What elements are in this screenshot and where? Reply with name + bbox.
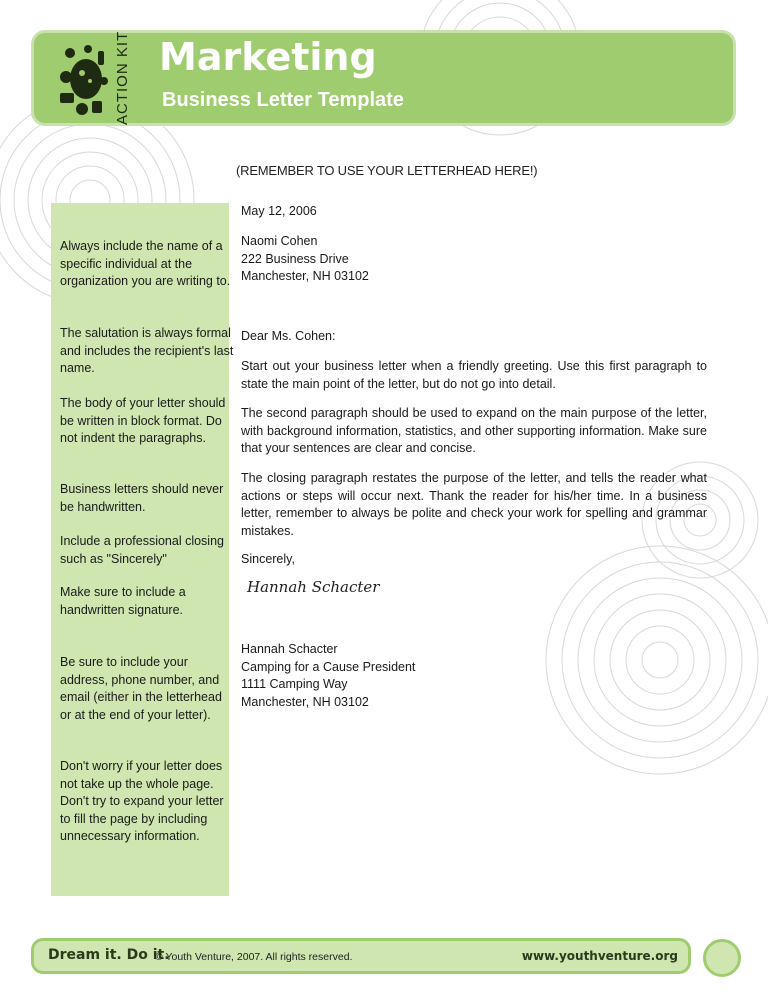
footer-copyright: © Youth Venture, 2007. All rights reserved. [155,951,353,963]
sender-name: Hannah Schacter [241,642,338,656]
salutation: Dear Ms. Cohen: [241,329,336,343]
handwritten-signature: Hannah Schacter [247,578,380,596]
sender-title: Camping for a Cause President [241,659,416,674]
paragraph-3: The closing paragraph restates the purpose of the letter, and tells the reader what actions or steps will occur next. Thank the reader for his/her time. In a business letter, remember to always be polite and check your work for spelling and grammar mistakes. [241,471,707,538]
recipient-street: 222 Business Drive [241,251,349,266]
tip-not-handwritten: Business letters should never be handwritten. [60,482,224,514]
sender-street: 1111 Camping Way [241,677,348,691]
header-banner [31,30,736,126]
sender-block [241,641,707,711]
page-title: Marketing [159,35,377,79]
recipient-city: Manchester, NH 03102 [241,269,369,283]
recipient-address [241,233,707,286]
tips-sidebar [51,203,234,896]
letter-date: May 12, 2006 [241,204,317,218]
footer-tagline: Dream it. Do it. [48,947,170,963]
closing: Sincerely, [241,552,295,566]
tip-closing: Include a professional closing such as "Sincerely" [60,534,224,566]
tip-recipient-name: Always include the name of a specific individual at the organization you are writing to. [60,239,231,288]
tip-page-length: Don't worry if your letter does not take up the whole page. Don't try to expand your letter to fill the page by including unnecessary information. [60,759,224,843]
paragraph-1: Start out your business letter when a friendly greeting. Use this first paragraph to state the main point of the letter, but do not go into detail. [241,359,707,391]
paragraph-2: The second paragraph should be used to expand on the main purpose of the letter, with background information, statistics, and other supporting information. Make sure that your sentences are clear and concise. [241,406,707,455]
recipient-name: Naomi Cohen [241,234,318,248]
letterhead-note: (REMEMBER TO USE YOUR LETTERHEAD HERE!) [236,163,538,178]
sender-city: Manchester, NH 03102 [241,694,369,709]
tip-salutation: The salutation is always formal and includes the recipient's last name. [60,326,234,375]
tip-block-format: The body of your letter should be written in block format. Do not indent the paragraphs. [60,396,226,445]
tip-signature: Make sure to include a handwritten signature. [60,585,186,617]
footer-circle-icon [703,939,741,977]
footer-website-link[interactable]: www.youthventure.org [521,949,678,963]
action-kit-label: ACTION KIT [114,30,131,125]
footer-bar [31,938,691,974]
tip-contact-info: Be sure to include your address, phone number, and email (either in the letterhead or at the end of your letter). [60,655,222,722]
page-subtitle: Business Letter Template [162,89,404,111]
